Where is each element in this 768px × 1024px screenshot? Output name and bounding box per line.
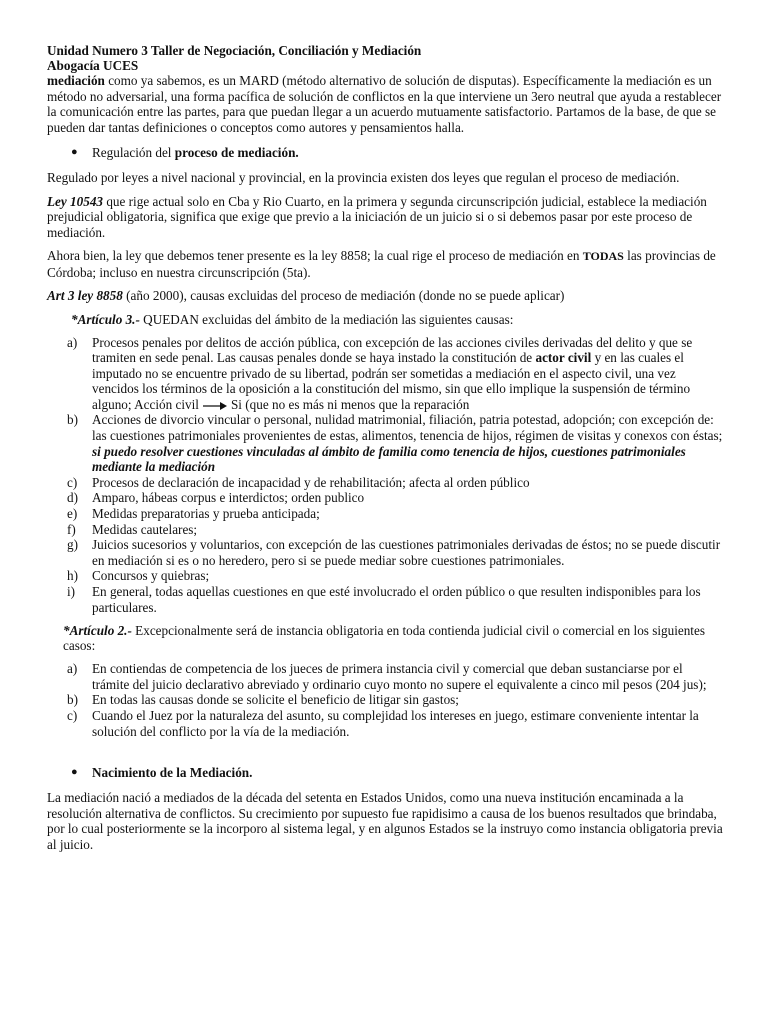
bullet-regulacion-prefix: Regulación del [92,145,175,160]
articulo3-title-label: *Artículo 3.- [71,311,140,327]
item-text: Concursos y quiebras; [92,568,210,584]
articulo2-title-text: Excepcionalmente será de instancia obligatoria en toda contienda judicial civil o comercial en los siguientes casos: [63,623,705,654]
list-item [47,568,723,584]
ley-paragraph [47,194,723,241]
list-item [47,335,723,413]
item-text: Acciones de divorcio vincular o personal, nulidad matrimonial, filiación, patria potestad, adopción; con excepción de: las cuestiones patrimoniales provenientes de estas, alimentos, tenencia de hijos, régimen de visitas y conexos con éstas; [92,412,723,444]
articulo2-list [47,661,723,739]
ahora-paragraph [47,248,723,280]
ahora-bold: TODAS [582,249,624,263]
item-letter: h) [67,568,78,584]
item-letter: e) [67,506,78,522]
final-paragraph: La mediación nació a mediados de la década del setenta en Estados Unidos, como una nueva institución encaminada a la resolución alternativa de conflictos. Su crecimiento por supuesto fue rapidisimo a causa de los buenos resultados que brindaba, por lo cual posteriormente se la incorporo al sistema legal, y en algunos Estados se la instruyo como instancia obligatoria previa al juicio. [47,790,723,852]
bullet-regulacion [47,145,723,160]
item-text: Amparo, hábeas corpus e interdictos; orden publico [92,490,365,506]
item-text: Si (que no es más ni menos que la reparación [230,396,470,412]
list-item [47,661,723,692]
arrow-right-icon [203,401,227,411]
articulo3-title [47,312,723,327]
item-text: Juicios sucesorios y voluntarios, con excepción de las cuestiones patrimoniales derivadas de éstos; no se puede discutir en mediación si es o no heredero, pero si se puede mediar sobre cuestiones patrimoniales. [92,537,721,568]
item-text: Procesos de declaración de incapacidad y de rehabilitación; afecta al orden público [92,474,530,490]
articulo3-list [47,335,723,616]
bullet-nacimiento [47,765,723,780]
item-letter: b) [67,692,78,708]
list-item [47,490,723,506]
list-item [47,475,723,491]
bullet-dot-icon: ● [71,146,78,158]
document-page [47,43,723,852]
item-text: Medidas preparatorias y prueba anticipada; [92,506,320,522]
ley-lead: Ley 10543 [47,193,104,209]
item-letter: g) [67,537,78,553]
item-text: En todas las causas donde se solicite el beneficio de litigar sin gastos; [92,692,459,708]
item-bold: actor civil [535,350,592,366]
document-title: Unidad Numero 3 Taller de Negociación, Conciliación y Mediación [47,43,422,58]
ahora-text1: Ahora bien, la ley que debemos tener presente es la ley 8858; la cual rige el proceso de mediación en [47,248,583,263]
item-text: Procesos penales por delitos de acción pública, con excepción de las acciones civiles derivadas del delito y que se tramiten en sede penal. Las causas penales donde se haya instado la constitución de [92,334,693,366]
ley-text: que rige actual solo en Cba y Rio Cuarto, en la primera y segunda circunscripción judicial, establece la mediación prejudicial obligatoria, significa que exige que previo a la iniciación de un juicio si o si debemos pasar por este proceso de mediación. [47,193,707,240]
art3-heading-text: (año 2000), causas excluidas del proceso de mediación (donde no se puede aplicar) [122,288,565,303]
articulo2-title-label: *Artículo 2.- [63,623,132,639]
ahora-text2: las provincias de Córdoba; incluso en nuestra circunscripción (5ta). [47,248,716,280]
intro-lead: mediación [47,73,105,88]
document-subtitle: Abogacía UCES [47,58,139,73]
articulo2-title [47,623,723,653]
articulo3-title-text: QUEDAN excluidas del ámbito de la mediación las siguientes causas: [139,311,514,327]
item-letter: f) [67,521,76,537]
item-text: Medidas cautelares; [92,521,198,537]
list-item [47,692,723,708]
item-letter: a) [67,334,78,350]
bullet-nacimiento-text: Nacimiento de la Mediación. [92,765,253,781]
regulado-paragraph: Regulado por leyes a nivel nacional y provincial, en la provincia existen dos leyes que regulan el proceso de mediación. [47,170,680,185]
item-letter: i) [67,584,76,599]
list-item [47,522,723,538]
item-text: En contiendas de competencia de los jueces de primera instancia civil y comercial que deban sustanciarse por el trámite del juicio declarativo abreviado y ordinario cuyo monto no supere el equivalente a cinco mil pesos (204 jus); [92,661,707,692]
list-item [47,537,723,568]
item-bolditalic: si puedo resolver cuestiones vinculadas al ámbito de familia como tenencia de hijos, cuestiones patrimoniales mediante la mediación [92,443,686,475]
bullet-regulacion-bold: proceso de mediación. [174,145,299,160]
item-text: y en las cuales el imputado no se encuentre privado de su libertad, podrán ser sometidas a mediación en el aspecto civil, una vez vencidos los términos de la oposición a la constitución del mismo, sin que ello implique la suspensión de término alguno; Acción civil [92,350,691,412]
art3-heading-lead: Art 3 ley 8858 [47,288,123,303]
item-letter: c) [67,474,78,490]
list-item [47,584,723,615]
item-text: En general, todas aquellas cuestiones en que esté involucrado el orden público o que resulten indisponibles para los particulares. [92,584,701,615]
item-letter: c) [67,707,78,723]
list-item [47,708,723,739]
item-letter: d) [67,490,78,506]
list-item [47,506,723,522]
bullet-dot-icon: ● [71,766,78,779]
list-item [47,412,723,474]
item-letter: b) [67,412,78,428]
intro-paragraph [47,73,723,135]
art3-heading [47,288,723,304]
intro-text: como ya sabemos, es un MARD (método alternativo de solución de disputas). Específicamente la mediación es un método no adversarial, una forma pacífica de solución de conflictos en la que interviene un 3ero neutral que ayuda a restablecer la comunicación entre las partes, para que puedan llegar a un acuerdo mutuamente satisfactorio. Partamos de la base, de que se pueden dar tantas definiciones o conceptos como autores y pensamientos halla. [47,73,722,135]
item-text: Cuando el Juez por la naturaleza del asunto, su complejidad los intereses en juego, estimare conveniente intentar la solución del conflicto por la vía de la mediación. [92,707,699,739]
item-letter: a) [67,661,78,677]
